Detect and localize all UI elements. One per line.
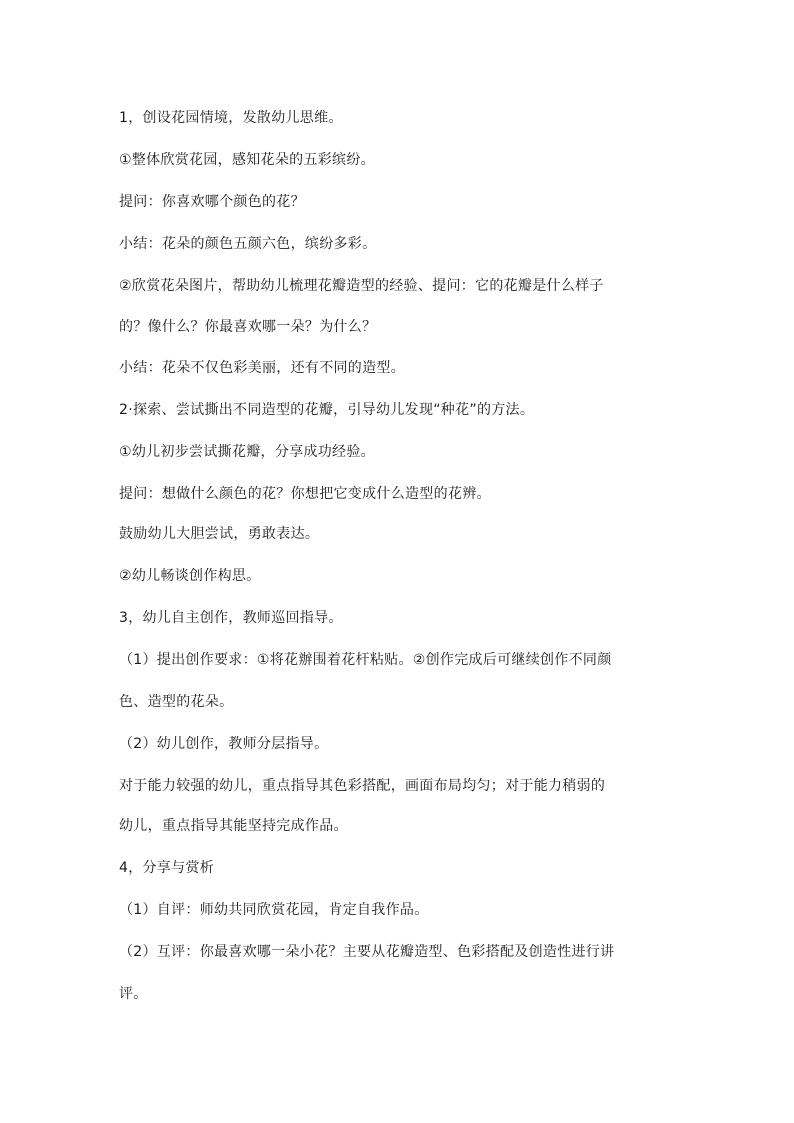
text-line: ②幼儿畅谈创作构思。 bbox=[119, 568, 261, 584]
step-2-heading: 2·探索、尝试撕出不同造型的花瓣，引导幼儿发现“种花”的方法。 bbox=[119, 402, 535, 418]
text-line: ①整体欣赏花园，感知花朵的五彩缤纷。 bbox=[119, 152, 375, 168]
text-line: 的？像什么？你最喜欢哪一朵？为什么？ bbox=[119, 319, 377, 335]
text-line: 鼓励幼儿大胆尝试，勇敢表达。 bbox=[119, 526, 320, 542]
text-line: （2）幼儿创作，教师分层指导。 bbox=[119, 736, 329, 752]
text-line: 评。 bbox=[119, 986, 148, 1002]
text-line: ②欣赏花朵图片，帮助幼儿梳理花瓣造型的经验、提问：它的花瓣是什么样子 bbox=[119, 278, 604, 294]
text-line: ①幼儿初步尝试撕花瓣，分享成功经验。 bbox=[119, 444, 375, 460]
step-4-heading: 4，分享与赏析 bbox=[119, 860, 215, 876]
text-line: 提问：想做什么颜色的花？你想把它变成什么造型的花辨。 bbox=[119, 486, 491, 502]
text-line: 小结：花朵不仅色彩美丽，还有不同的造型。 bbox=[119, 360, 405, 376]
step-1-heading: 1，创设花园情境，发散幼儿思维。 bbox=[119, 110, 343, 126]
text-line: （2）互评：你最喜欢哪一朵小花？主要从花瓣造型、色彩搭配及创造性进行讲 bbox=[119, 944, 615, 960]
text-line: 幼儿，重点指导其能坚持完成作品。 bbox=[119, 818, 348, 834]
text-line: （1）自评：师幼共同欣赏花园，肯定自我作品。 bbox=[119, 902, 429, 918]
step-3-heading: 3，幼儿自主创作，教师巡回指导。 bbox=[119, 610, 343, 626]
text-line: 对于能力较强的幼儿，重点指导其色彩搭配，画面布局均匀；对于能力稍弱的 bbox=[119, 778, 606, 794]
text-line: （1）提出创作要求：①将花辦围着花杆粘贴。②创作完成后可继续创作不同颜 bbox=[119, 652, 612, 668]
text-line: 小结：花朵的颜色五颜六色，缤纷多彩。 bbox=[119, 236, 377, 252]
text-line: 提问：你喜欢哪个颜色的花？ bbox=[119, 194, 305, 210]
text-line: 色、造型的花朵。 bbox=[119, 694, 234, 710]
